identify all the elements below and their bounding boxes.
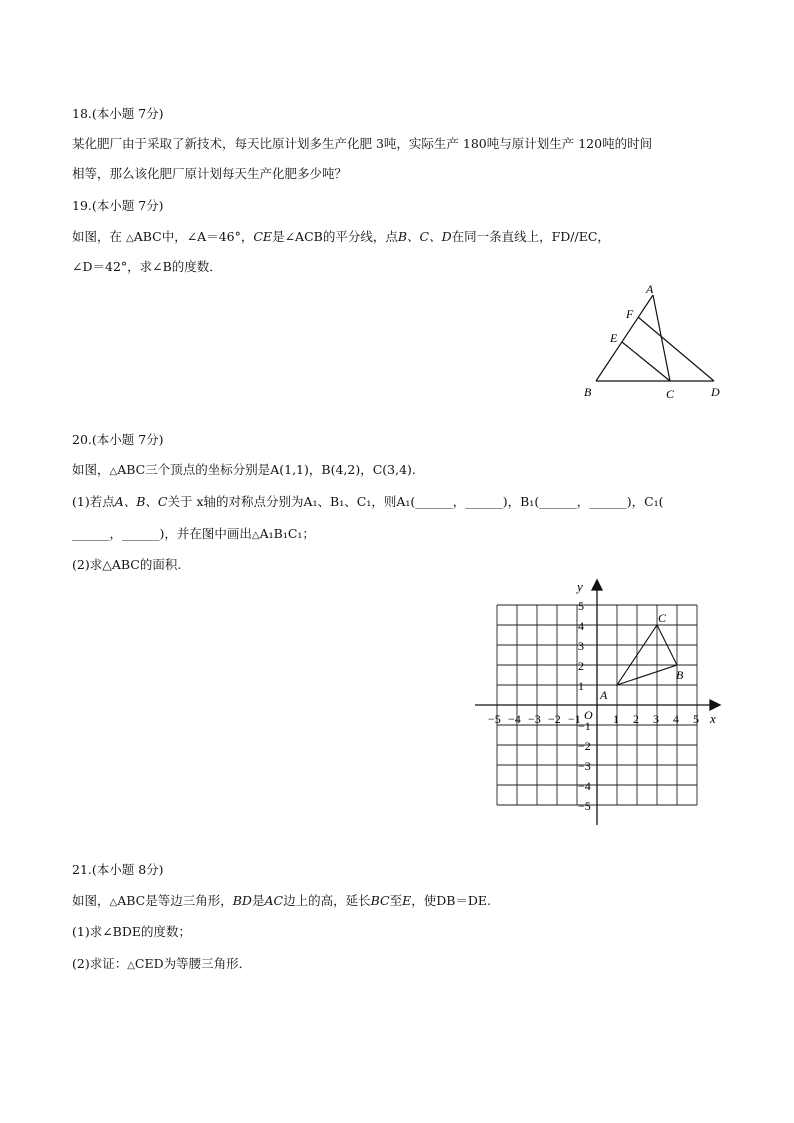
y-axis-label: y bbox=[577, 579, 583, 594]
q20-text-a: 如图， bbox=[72, 462, 110, 477]
triangle-symbol-icon: △ bbox=[127, 960, 135, 971]
q21-text-bc: BC bbox=[370, 893, 390, 908]
q20-body-line2 bbox=[72, 494, 664, 510]
q21-text-bd: BD bbox=[232, 893, 252, 908]
y-tick-label: −4 bbox=[578, 779, 591, 793]
q21-body-line2: (1)求∠BDE的度数； bbox=[72, 924, 192, 939]
q19-text-d: 在同一条直线上，FD//EC， bbox=[451, 229, 610, 244]
y-tick-label: −3 bbox=[578, 759, 591, 773]
x-axis-label: x bbox=[710, 711, 716, 726]
triangle-symbol-icon: △ bbox=[109, 466, 118, 477]
y-tick-label: −2 bbox=[578, 739, 591, 753]
q21-text-g: (2)求证： bbox=[72, 956, 128, 971]
y-tick-label: 3 bbox=[578, 639, 584, 653]
x-tick-label: −5 bbox=[488, 712, 501, 726]
q19-text-bcd: B、C、D bbox=[397, 229, 452, 244]
triangle-symbol-icon: △ bbox=[125, 233, 134, 244]
q20-text-b: ABC三个顶点的坐标分别是A(1,1)，B(4,2)，C(3,4). bbox=[117, 462, 416, 477]
x-tick-label: 4 bbox=[673, 712, 679, 726]
label-F: F bbox=[626, 307, 634, 321]
q20-body-line4: (2)求△ABC的面积. bbox=[72, 557, 182, 572]
q21-text-a: 如图， bbox=[72, 893, 110, 908]
segment-AB bbox=[596, 295, 653, 381]
q21-text-E: E bbox=[402, 893, 412, 908]
x-axis-arrow-icon bbox=[710, 700, 720, 710]
q21-body-line3 bbox=[72, 956, 251, 974]
q18-body-line1: 某化肥厂由于采取了新技术，每天比原计划多生产化肥 3吨，实际生产 180吨与原计划生产 120吨的时间 bbox=[72, 136, 653, 151]
q20-coordinate-grid bbox=[470, 578, 730, 833]
q21-text-ac: AC bbox=[264, 893, 284, 908]
label-C: C bbox=[666, 387, 675, 401]
x-tick-label: 1 bbox=[613, 712, 619, 726]
triangle-symbol-icon: △ bbox=[109, 897, 118, 908]
q20-text-f: A₁B₁C₁； bbox=[259, 526, 315, 541]
q21-text-f: ，使DB＝DE. bbox=[411, 893, 492, 908]
q20-text-e: ______，______)，并在图中画出 bbox=[72, 526, 252, 541]
point-A-label: A bbox=[600, 688, 608, 702]
q19-text-ce: CE bbox=[253, 229, 273, 244]
q21-body-line1 bbox=[72, 893, 491, 911]
label-E: E bbox=[610, 331, 618, 345]
q21-text-c: 是 bbox=[251, 893, 265, 908]
q19-text-a: 如图，在 bbox=[72, 229, 126, 244]
triangle-symbol-icon: △ bbox=[251, 530, 260, 541]
x-tick-label: −1 bbox=[568, 712, 581, 726]
label-B: B bbox=[584, 385, 592, 399]
x-tick-label: −2 bbox=[548, 712, 561, 726]
q21-text-d: 边上的高，延长 bbox=[283, 893, 371, 908]
label-D: D bbox=[711, 385, 720, 399]
q18-body-line2: 相等，那么该化肥厂原计划每天生产化肥多少吨？ bbox=[72, 166, 348, 181]
y-tick-label: 2 bbox=[578, 659, 584, 673]
segment-AC bbox=[653, 295, 670, 381]
x-tick-label: −4 bbox=[508, 712, 521, 726]
q20-text-abc: A、B、C bbox=[114, 494, 168, 509]
q19-header: 19.(本小题 7分) bbox=[72, 198, 164, 213]
q19-body-line2: ∠D＝42°，求∠B的度数． bbox=[72, 259, 222, 274]
q18-header: 18.(本小题 7分) bbox=[72, 106, 164, 121]
q21-text-b: ABC是等边三角形， bbox=[117, 893, 233, 908]
y-tick-label: 4 bbox=[578, 619, 584, 633]
q19-body-line1 bbox=[72, 229, 610, 247]
origin-label: O bbox=[584, 708, 593, 722]
q20-text-c: (1)若点 bbox=[72, 494, 115, 509]
q20-body-line1 bbox=[72, 462, 416, 480]
label-A: A bbox=[646, 282, 654, 296]
q19-text-b: ABC中，∠A＝46°， bbox=[133, 229, 254, 244]
triangle-ABC bbox=[617, 625, 677, 685]
x-tick-label: 3 bbox=[653, 712, 659, 726]
q21-text-e: 至 bbox=[389, 893, 403, 908]
segment-FD bbox=[638, 317, 714, 381]
x-tick-label: 2 bbox=[633, 712, 639, 726]
q20-body-line3 bbox=[72, 526, 315, 544]
y-tick-label: 1 bbox=[578, 679, 584, 693]
y-tick-label: −5 bbox=[578, 799, 591, 813]
x-tick-label: −3 bbox=[528, 712, 541, 726]
q19-text-c: 是∠ACB的平分线，点 bbox=[272, 229, 398, 244]
y-tick-label: 5 bbox=[578, 599, 584, 613]
tick-labels bbox=[488, 599, 699, 813]
x-tick-label: 5 bbox=[693, 712, 699, 726]
axes bbox=[475, 580, 720, 825]
point-B-label: B bbox=[676, 668, 684, 682]
q21-text-h: CED为等腰三角形． bbox=[134, 956, 252, 971]
segment-EC bbox=[622, 342, 670, 381]
q20-header: 20.(本小题 7分) bbox=[72, 432, 164, 447]
y-axis-arrow-icon bbox=[592, 580, 602, 590]
q19-triangle-figure bbox=[578, 280, 728, 405]
q20-text-d: 关于 x轴的对称点分别为A₁、B₁、C₁，则A₁(______，______)，B₁(______，______)，C₁( bbox=[167, 494, 664, 509]
y-tick-label: −1 bbox=[578, 719, 591, 733]
q21-header: 21.(本小题 8分) bbox=[72, 862, 164, 877]
point-C-label: C bbox=[658, 611, 667, 625]
